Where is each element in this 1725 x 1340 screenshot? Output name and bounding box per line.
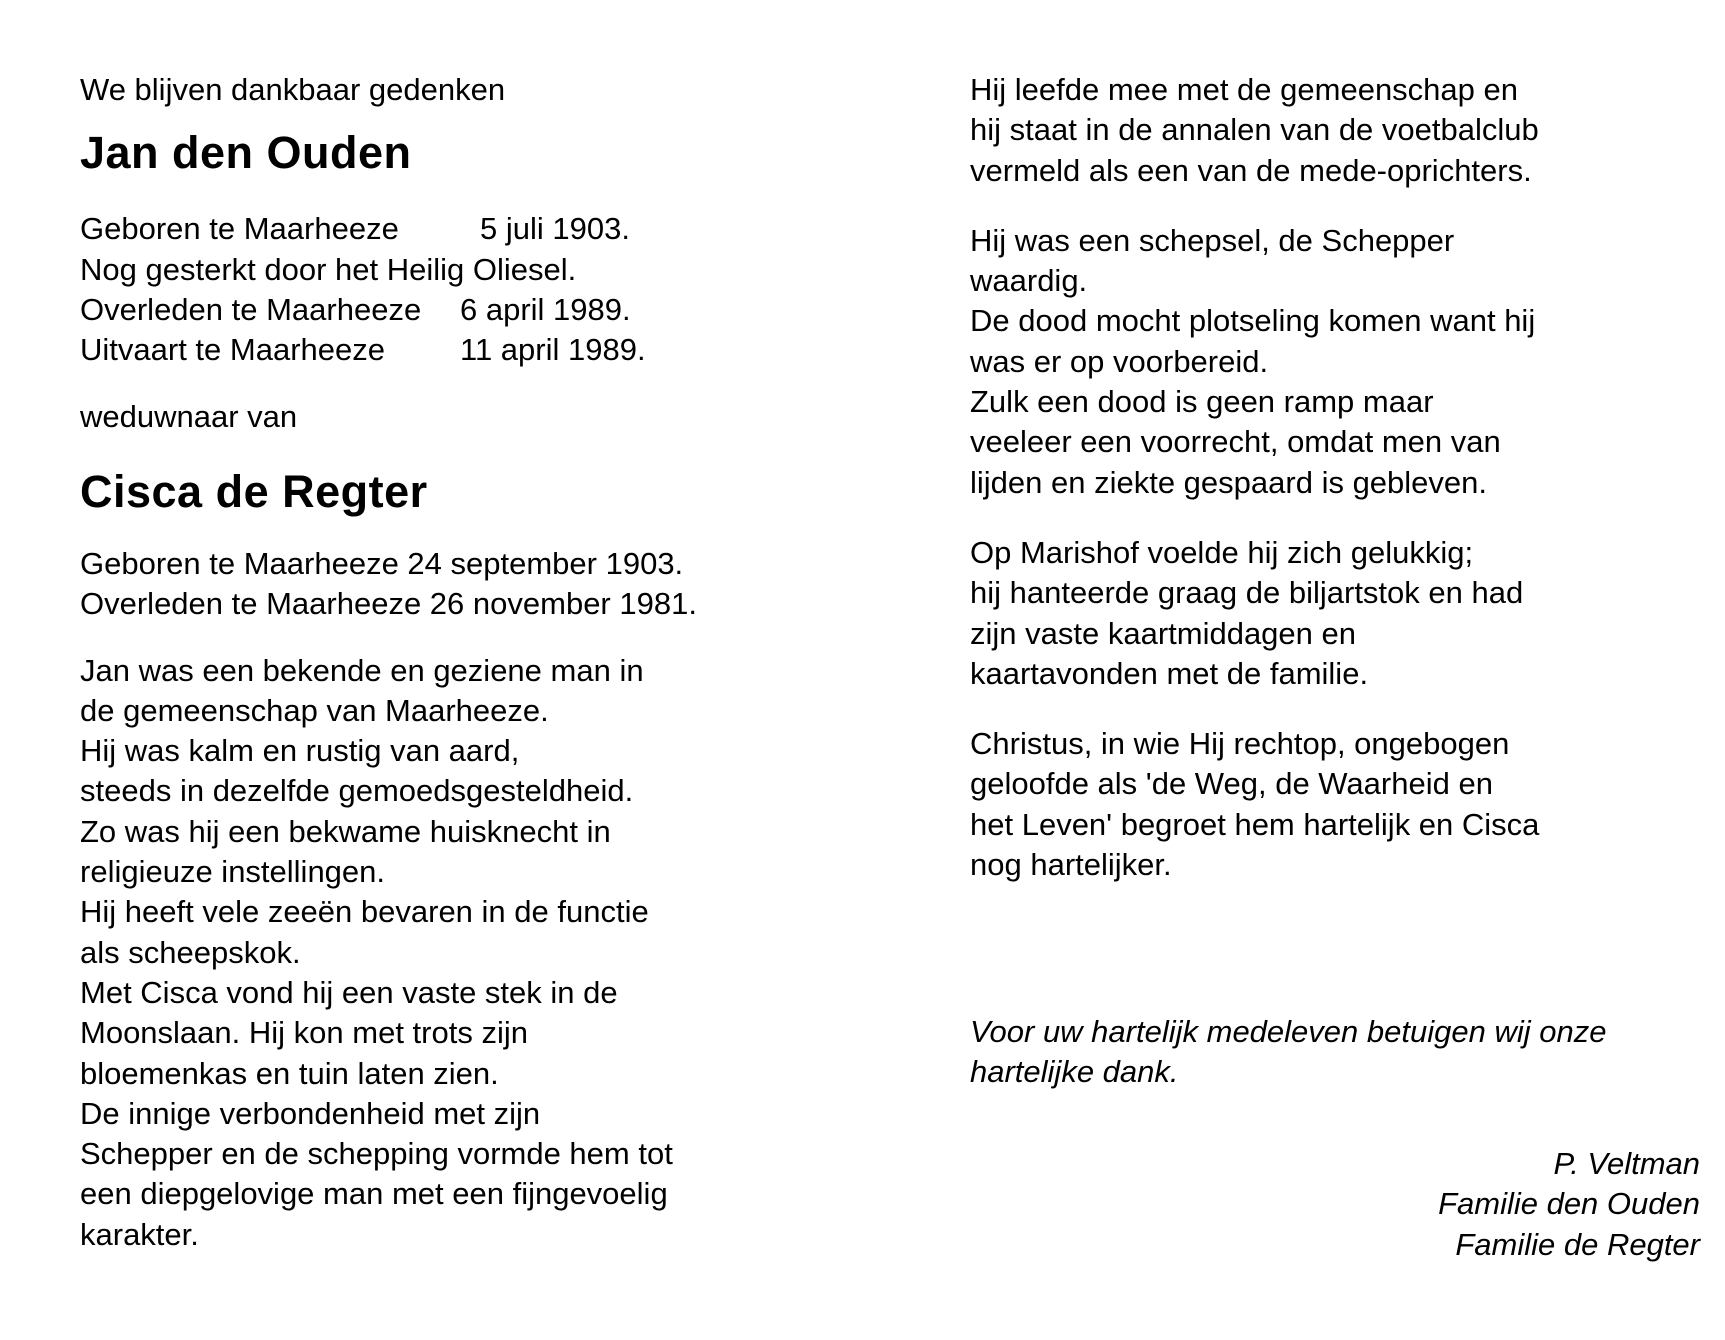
tribute-line: Hij leefde mee met de gemeenschap en	[970, 72, 1518, 107]
fact-row-death	[80, 290, 880, 330]
biography-line: de gemeenschap van Maarheeze.	[80, 692, 549, 728]
tribute-line: kaartavonden met de familie.	[970, 655, 1369, 691]
card-columns	[80, 70, 1700, 1300]
fact-date-funeral: 11 april 1989.	[460, 332, 646, 368]
biography-line: De innige verbondenheid met zijn	[80, 1095, 541, 1131]
thanks-line: Voor uw hartelijk medeleven	[970, 1013, 1359, 1049]
tribute-line: Christus, in wie Hij rechtop, ongebogen	[970, 726, 1510, 762]
tribute-paragraph-3	[970, 533, 1700, 694]
biography-line: bloemenkas en tuin laten zien.	[80, 1055, 499, 1091]
tribute-line: Op Marishof voelde hij zich gelukkig;	[970, 534, 1474, 570]
biography-line: karakter.	[80, 1216, 199, 1252]
tribute-line: De dood mocht plotseling komen want hij	[970, 303, 1536, 339]
tribute-line: het Leven' begroet hem hartelijk en Cisca	[970, 806, 1540, 842]
tribute-line: geloofde als 'de Weg, de Waarheid en	[970, 766, 1493, 802]
biography-line: Hij heeft vele zeeën bevaren in de functie	[80, 894, 649, 930]
tribute-line: Hij was een schepsel, de Schepper	[970, 222, 1455, 258]
tribute-paragraph-4	[970, 724, 1700, 885]
tribute-line: waardig.	[970, 263, 1088, 299]
biography-line: steeds in dezelfde gemoedsgesteldheid.	[80, 773, 634, 809]
right-column	[970, 70, 1700, 1300]
signature-line: P. Veltman	[1553, 1146, 1700, 1182]
tribute-line: Zulk een dood is geen ramp maar	[970, 384, 1434, 420]
thanks-line: betuigen wij onze hartelijke dank.	[970, 1013, 1607, 1089]
fact-label-sacrament: Nog gesterkt door het Heilig Oliesel.	[80, 251, 577, 287]
relationship-label: weduwnaar van	[80, 398, 298, 434]
fact-secondary-death: Overleden te Maarheeze 26 november 1981.	[80, 586, 697, 622]
fact-date-birth: 5 juli 1903.	[480, 211, 630, 247]
tribute-line: veeleer een voorrecht, omdat men van	[970, 424, 1501, 460]
fact-label-funeral: Uitvaart te Maarheeze	[80, 332, 385, 368]
biography-line: Moonslaan. Hij kon met trots zijn	[80, 1015, 528, 1051]
deceased-primary-name: Jan den Ouden	[80, 127, 412, 179]
fact-date-death: 6 april 1989.	[460, 291, 631, 327]
fact-label-death: Overleden te Maarheeze	[80, 291, 422, 327]
fact-row-funeral	[80, 330, 880, 370]
tribute-line: was er op voorbereid.	[970, 343, 1269, 379]
fact-secondary-birth: Geboren te Maarheeze 24 september 1903.	[80, 545, 684, 581]
tribute-line: lijden en ziekte gespaard is gebleven.	[970, 464, 1488, 500]
fact-label-birth: Geboren te Maarheeze	[80, 211, 399, 247]
primary-facts-block	[80, 209, 880, 370]
biography-line: Zo was hij een bekwame huisknecht in	[80, 813, 611, 849]
left-column	[80, 70, 880, 1255]
biography-line: Hij was kalm en rustig van aard,	[80, 733, 520, 769]
tribute-line: vermeld als een van de mede-oprichters.	[970, 152, 1532, 188]
biography-line: Jan was een bekende en geziene man in	[80, 652, 644, 688]
biography-line: als scheepskok.	[80, 934, 301, 970]
secondary-facts-block	[80, 544, 880, 625]
remembrance-lead: We blijven dankbaar gedenken	[80, 72, 506, 107]
tribute-line: nog hartelijker.	[970, 847, 1172, 883]
biography-line: Schepper en de schepping vormde hem tot	[80, 1136, 673, 1172]
deceased-secondary-name: Cisca de Regter	[80, 465, 428, 517]
fact-row-birth	[80, 209, 880, 249]
biography-line: een diepgelovige man met een fijngevoelig	[80, 1176, 668, 1212]
signature-line: Familie de Regter	[1455, 1226, 1700, 1262]
tribute-paragraph-2	[970, 221, 1700, 503]
fact-row-sacrament	[80, 250, 880, 290]
signature-block	[970, 1144, 1700, 1265]
tribute-line: zijn vaste kaartmiddagen en	[970, 615, 1357, 651]
thanks-message	[970, 1012, 1700, 1093]
tribute-paragraph-1	[970, 70, 1700, 191]
closing-block	[970, 1012, 1700, 1265]
biography-paragraph	[80, 651, 880, 1255]
biography-line: religieuze instellingen.	[80, 854, 386, 890]
signature-line: Familie den Ouden	[1438, 1186, 1700, 1222]
biography-line: Met Cisca vond hij een vaste stek in de	[80, 974, 618, 1010]
tribute-line: hij hanteerde graag de biljartstok en had	[970, 575, 1524, 611]
tribute-line: hij staat in de annalen van de voetbalclub	[970, 112, 1539, 148]
